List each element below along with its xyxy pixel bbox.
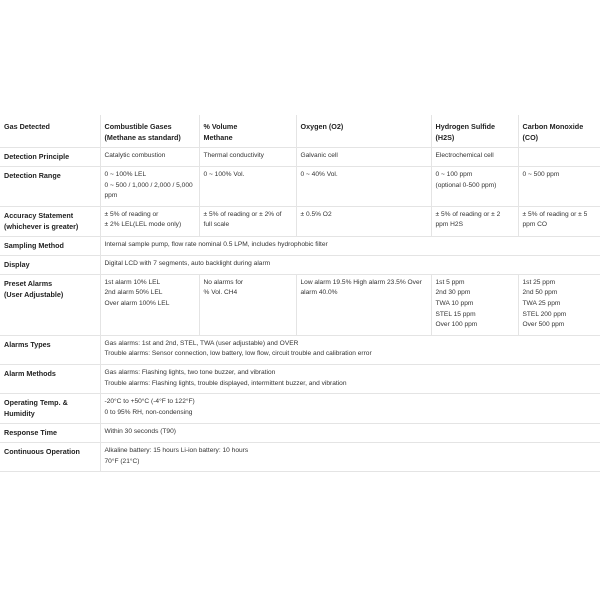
cell-text: 0 ~ 40% Vol. — [300, 171, 338, 178]
cell-text: Low alarm 19.5% High alarm 23.5% Over alarm 40.0% — [300, 278, 422, 297]
row-cell — [199, 148, 296, 167]
row-cell — [199, 206, 296, 236]
row-cell — [518, 167, 600, 207]
spec-row — [0, 255, 600, 274]
row-label — [0, 255, 100, 274]
row-label — [0, 443, 100, 472]
cell-text: (CO) — [522, 133, 539, 142]
row-cell — [100, 148, 199, 167]
spec-row — [0, 335, 600, 364]
cell-text: Gas alarms: 1st and 2nd, STEL, TWA (user adjustable) and OVER — [104, 339, 299, 347]
cell-text: Detection Range — [4, 171, 61, 180]
spec-row — [0, 236, 600, 255]
cell-text: Catalytic combustion — [104, 152, 166, 159]
cell-text: Thermal conductivity — [203, 152, 264, 159]
row-value — [100, 255, 600, 274]
cell-text: Preset Alarms — [4, 278, 53, 288]
spec-row — [0, 148, 600, 167]
cell-text: 0 ~ 100 ppm — [435, 171, 473, 178]
row-label — [0, 148, 100, 167]
header-column — [199, 115, 296, 148]
cell-text: Digital LCD with 7 segments, auto backlight during alarm — [104, 259, 271, 267]
cell-text: Oxygen (O2) — [300, 122, 344, 131]
cell-text: Hydrogen Sulfide — [435, 122, 496, 131]
cell-text: Response Time — [4, 428, 57, 438]
cell-text: Galvanic cell — [300, 152, 338, 159]
cell-text: Within 30 seconds (T90) — [104, 428, 176, 436]
row-label — [0, 236, 100, 255]
cell-text: Methane — [203, 133, 233, 142]
spec-row — [0, 274, 600, 335]
cell-text: (Methane as standard) — [104, 133, 181, 142]
cell-text: Alkaline battery: 15 hours Li-ion battery: 10 hours — [104, 447, 249, 455]
cell-text: Sampling Method — [4, 240, 64, 250]
cell-text: -20°C to +50°C (-4°F to 122°F) — [104, 398, 195, 406]
row-label — [0, 335, 100, 364]
cell-text: ± 5% of reading or ± 5 ppm CO — [522, 210, 588, 229]
cell-text: 1st alarm 10% LEL — [104, 278, 161, 286]
row-value — [100, 424, 600, 443]
cell-text: Alarm Methods — [4, 368, 56, 378]
cell-text: ± 5% of reading or ± 2 ppm H2S — [435, 210, 501, 229]
cell-text: Over 500 ppm — [522, 321, 565, 329]
cell-text: 0 ~ 100% LEL — [104, 171, 147, 178]
cell-text: Humidity — [4, 409, 35, 419]
cell-text: Trouble alarms: Sensor connection, low battery, low flow, circuit trouble and calibration error — [104, 350, 372, 358]
cell-text: 0 to 95% RH, non-condensing — [104, 408, 193, 416]
row-cell — [518, 206, 600, 236]
spec-row — [0, 167, 600, 207]
cell-text: STEL 200 ppm — [522, 310, 567, 318]
cell-text: (H2S) — [435, 133, 455, 142]
cell-text: ± 5% of reading or ± 2% of full scale — [203, 210, 282, 229]
cell-text: Continuous Operation — [4, 447, 80, 457]
row-value — [100, 443, 600, 472]
cell-text: (User Adjustable) — [4, 289, 64, 299]
row-cell — [296, 148, 431, 167]
row-cell — [100, 274, 199, 335]
cell-text: 1st 25 ppm — [522, 278, 556, 286]
cell-text: Electrochemical cell — [435, 152, 494, 159]
cell-text: Combustible Gases — [104, 122, 172, 131]
row-cell — [431, 167, 518, 207]
row-label — [0, 167, 100, 207]
spec-row — [0, 364, 600, 393]
row-cell — [431, 274, 518, 335]
cell-text: Accuracy Statement — [4, 210, 74, 220]
spec-table-body — [0, 115, 600, 472]
cell-text: Gas alarms: Flashing lights, two tone buzzer, and vibration — [104, 368, 276, 376]
cell-text: Display — [4, 259, 30, 269]
cell-text: ± 0.5% O2 — [300, 210, 332, 218]
cell-text: 1st 5 ppm — [435, 278, 465, 286]
header-label — [0, 115, 100, 148]
cell-text: 2nd alarm 50% LEL — [104, 289, 163, 297]
row-label — [0, 206, 100, 236]
header-label-text: Gas Detected — [4, 122, 50, 131]
cell-text: 0 ~ 500 ppm — [522, 171, 560, 178]
header-column — [431, 115, 518, 148]
row-cell — [518, 274, 600, 335]
cell-text: % Volume — [203, 122, 238, 131]
cell-text: TWA 10 ppm — [435, 299, 474, 307]
spec-row — [0, 443, 600, 472]
row-cell — [296, 274, 431, 335]
row-cell — [296, 167, 431, 207]
spec-row — [0, 424, 600, 443]
cell-text: Over 100 ppm — [435, 321, 478, 329]
row-cell — [199, 274, 296, 335]
cell-text: STEL 15 ppm — [435, 310, 476, 318]
cell-text: ± 2% LEL(LEL mode only) — [104, 221, 182, 229]
row-cell — [100, 206, 199, 236]
cell-text: No alarms for — [203, 278, 244, 286]
row-cell — [100, 167, 199, 207]
cell-text: 2nd 30 ppm — [435, 289, 471, 297]
cell-text: (optional 0-500 ppm) — [435, 181, 497, 189]
spec-row — [0, 394, 600, 424]
row-cell — [296, 206, 431, 236]
spec-table — [0, 115, 600, 472]
row-label — [0, 364, 100, 393]
header-column — [518, 115, 600, 148]
cell-text: Trouble alarms: Flashing lights, trouble displayed, intermittent buzzer, and vibration — [104, 379, 347, 387]
cell-text: TWA 25 ppm — [522, 299, 561, 307]
cell-text: 70°F (21°C) — [104, 457, 140, 465]
cell-text: Over alarm 100% LEL — [104, 299, 170, 307]
row-value — [100, 364, 600, 393]
spec-row — [0, 206, 600, 236]
row-value — [100, 335, 600, 364]
cell-text: (whichever is greater) — [4, 221, 79, 231]
row-cell — [199, 167, 296, 207]
row-cell — [518, 148, 600, 167]
header-column — [296, 115, 431, 148]
row-cell — [431, 206, 518, 236]
cell-text: ± 5% of reading or — [104, 210, 159, 218]
row-cell — [431, 148, 518, 167]
cell-text: % Vol. CH4 — [203, 289, 238, 297]
row-label — [0, 274, 100, 335]
row-label — [0, 424, 100, 443]
cell-text: 2nd 50 ppm — [522, 289, 558, 297]
header-column — [100, 115, 199, 148]
cell-text: Carbon Monoxide — [522, 122, 584, 131]
cell-text: 0 ~ 100% Vol. — [203, 171, 245, 178]
row-value — [100, 394, 600, 424]
row-value — [100, 236, 600, 255]
cell-text: Operating Temp. & — [4, 398, 68, 408]
cell-text: Alarms Types — [4, 339, 51, 349]
cell-text: Internal sample pump, flow rate nominal 0.5 LPM, includes hydrophobic filter — [104, 240, 328, 248]
cell-text: 0 ~ 500 / 1,000 / 2,000 / 5,000 ppm — [104, 181, 193, 200]
cell-text: Detection Principle — [4, 152, 70, 161]
row-label — [0, 394, 100, 424]
header-row — [0, 115, 600, 148]
